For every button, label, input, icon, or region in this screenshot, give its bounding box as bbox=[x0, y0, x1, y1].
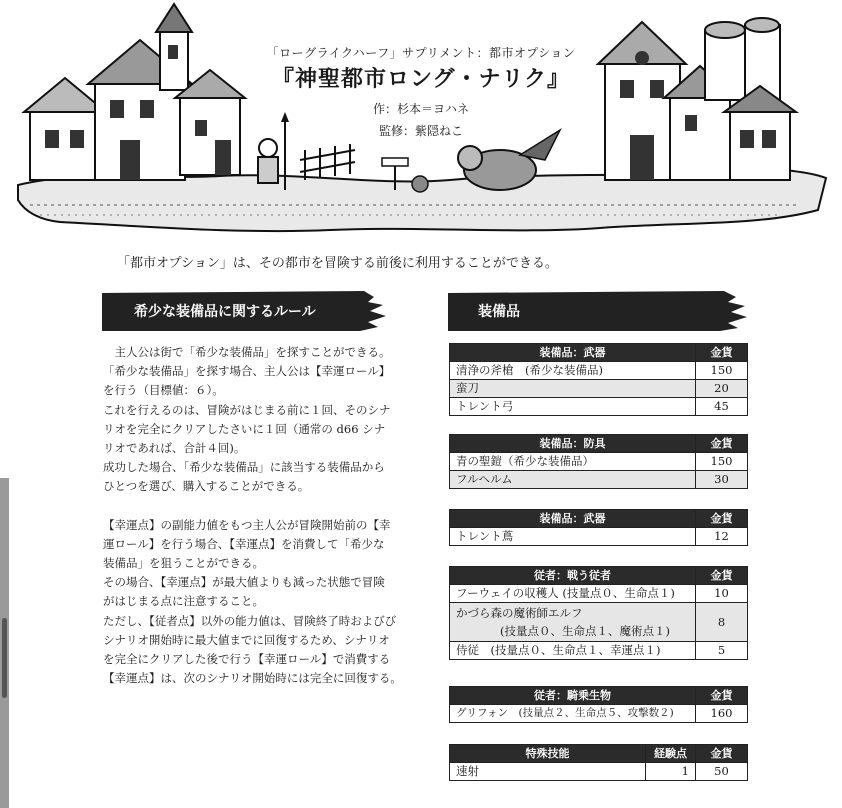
item-stats: (技量点０、生命点１、魔術点１) bbox=[500, 624, 670, 638]
rules-heading: 希少な装備品に関するルール bbox=[134, 304, 316, 320]
item-price: 20 bbox=[696, 380, 748, 398]
rules-line: リオであれば、合計４回)。 bbox=[103, 441, 246, 456]
column-header: 金貨 bbox=[696, 510, 748, 528]
column-header: 金貨 bbox=[696, 567, 748, 585]
item-name: 清浄の斧槍 (希少な装備品) bbox=[450, 362, 696, 380]
item-name-multiline bbox=[450, 603, 696, 642]
paragraph-gap bbox=[103, 497, 413, 516]
supervisor-credit: 監修：紫隠ねこ bbox=[378, 124, 463, 138]
item-name: 蛮刀 bbox=[450, 380, 696, 398]
skills-table bbox=[449, 744, 748, 781]
rules-line: シナリオ開始時に最大値までに回復するため、シナリオ bbox=[103, 632, 390, 647]
rules-line: その場合、【幸運点】が最大値よりも減った状態で冒険 bbox=[103, 575, 385, 590]
mounts-table bbox=[449, 686, 748, 723]
author-credit: 作：杉本＝ヨハネ bbox=[372, 102, 469, 116]
item-name: フルヘルム bbox=[450, 471, 696, 489]
rules-line: リオを完全にクリアしたさいに１回（通常の d66 シナ bbox=[103, 421, 386, 436]
item-price: 45 bbox=[696, 398, 748, 416]
rules-line: ただし、【従者点】以外の能力値は、冒険終了時およびび bbox=[103, 613, 397, 628]
page-edge-strip bbox=[0, 478, 9, 808]
item-name: 侍従 (技量点０、生命点１、幸運点１) bbox=[450, 642, 696, 660]
rules-line: 「希少な装備品」を探す場合、主人公は【幸運ロール】 bbox=[103, 364, 391, 379]
skill-price: 50 bbox=[696, 763, 748, 781]
table-row bbox=[450, 585, 748, 603]
rules-line: 【幸運点】の副能力値をもつ主人公が冒険開始前の【幸 bbox=[103, 517, 391, 532]
intro-text: 「都市オプション」は、その都市を冒険する前後に利用することができる。 bbox=[117, 256, 558, 271]
item-price: 8 bbox=[696, 603, 748, 642]
item-price: 30 bbox=[696, 471, 748, 489]
column-header: 特殊技能 bbox=[450, 745, 646, 763]
column-header: 従者：戦う従者 bbox=[450, 567, 696, 585]
column-header: 経験点 bbox=[646, 745, 696, 763]
item-name: トレント弓 bbox=[450, 398, 696, 416]
rules-line: 成功した場合、「希少な装備品」に該当する装備品から bbox=[103, 460, 385, 475]
equipment-heading-banner bbox=[448, 289, 748, 333]
item-price: 160 bbox=[696, 705, 748, 723]
item-price: 150 bbox=[696, 362, 748, 380]
column-header: 従者：騎乗生物 bbox=[450, 687, 696, 705]
item-name: グリフォン (技量点２、生命点５、攻撃数２) bbox=[450, 705, 696, 723]
column-header: 金貨 bbox=[696, 745, 748, 763]
column-header: 金貨 bbox=[696, 435, 748, 453]
rules-body bbox=[103, 343, 413, 688]
rules-line: これを行えるのは、冒険がはじまる前に１回、そのシナ bbox=[103, 402, 391, 417]
rules-line: ひとつを選び、購入することができる。 bbox=[103, 479, 310, 494]
table-row bbox=[450, 528, 748, 546]
page-title: 『神聖都市ロング・ナリク』 bbox=[271, 66, 571, 92]
rules-line: を完全にクリアした後で行う【幸運ロール】で消費する bbox=[103, 652, 391, 667]
armor-table bbox=[449, 434, 748, 489]
table-row bbox=[450, 763, 748, 781]
column-header: 装備品：防具 bbox=[450, 435, 696, 453]
rules-line: 装備品」を狙うことができる。 bbox=[103, 556, 264, 571]
column-header: 装備品：武器 bbox=[450, 510, 696, 528]
table-row bbox=[450, 453, 748, 471]
combat-followers-table bbox=[449, 566, 748, 660]
item-name: トレント蔦 bbox=[450, 528, 696, 546]
rules-line: 主人公は街で「希少な装備品」を探すことができる。 bbox=[103, 345, 391, 359]
column-header: 金貨 bbox=[696, 344, 748, 362]
weapons-table bbox=[449, 343, 748, 416]
rules-line: 【幸運点】は、次のシナリオ開始時には完全に回復する。 bbox=[103, 671, 402, 686]
skill-name: 速射 bbox=[450, 763, 646, 781]
rules-line: 運ロール】を行う場合、【幸運点】を消費して「希少な bbox=[103, 536, 385, 551]
item-price: 5 bbox=[696, 642, 748, 660]
item-name: フーウェイの収穫人 (技量点０、生命点１) bbox=[450, 585, 696, 603]
column-header: 装備品：武器 bbox=[450, 344, 696, 362]
item-name: かづら森の魔術師エルフ bbox=[456, 606, 583, 620]
supplement-subtitle: 「ローグライクハーフ」サプリメント：都市オプション bbox=[266, 46, 576, 60]
weapons-extra-table bbox=[449, 509, 748, 546]
skill-exp: 1 bbox=[646, 763, 696, 781]
rules-line: を行う（目標値：６）。 bbox=[103, 383, 224, 398]
item-price: 12 bbox=[696, 528, 748, 546]
rules-heading-banner bbox=[102, 289, 387, 333]
table-row bbox=[450, 362, 748, 380]
item-price: 10 bbox=[696, 585, 748, 603]
table-row bbox=[450, 642, 748, 660]
table-row bbox=[450, 705, 748, 723]
column-header: 金貨 bbox=[696, 687, 748, 705]
equipment-heading: 装備品 bbox=[478, 304, 520, 320]
rules-line: がはじまる点に注意すること。 bbox=[103, 594, 264, 609]
item-price: 150 bbox=[696, 453, 748, 471]
table-row bbox=[450, 398, 748, 416]
item-name: 青の聖鎧（希少な装備品） bbox=[450, 453, 696, 471]
table-row bbox=[450, 380, 748, 398]
table-row bbox=[450, 603, 748, 642]
table-row bbox=[450, 471, 748, 489]
